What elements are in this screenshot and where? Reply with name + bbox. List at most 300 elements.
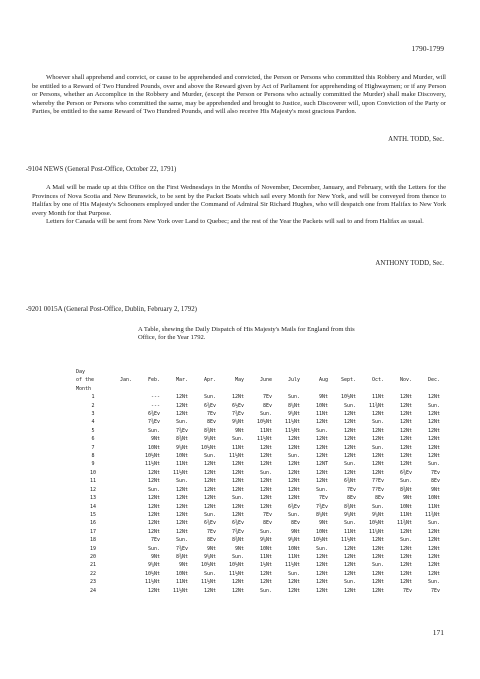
dispatch-time-cell: Sun.	[343, 579, 356, 586]
dispatch-time-cell: 11½Nt	[340, 537, 356, 544]
header-month-cell: Jan.	[119, 377, 132, 384]
dispatch-time-cell: 12Nt	[343, 411, 356, 418]
dispatch-time-cell: Sun.	[371, 503, 384, 510]
dispatch-time-cell: 10Nt	[427, 495, 440, 502]
dispatch-time-cell: ---	[150, 402, 160, 409]
dispatch-time-cell: 1½Nt	[259, 562, 272, 569]
dispatch-time-cell	[110, 511, 132, 519]
dispatch-time-cell: 11½Nt	[144, 579, 160, 586]
dispatch-time-cell: 12Nt	[175, 495, 188, 502]
dispatch-time-cell: 8Ev	[262, 520, 272, 527]
dispatch-time-cell: 7¾Ev	[175, 427, 188, 434]
day-number-cell: 19	[89, 545, 97, 552]
dispatch-time-cell: 8Ev	[206, 419, 216, 426]
dispatch-time-cell: 10½Nt	[256, 419, 272, 426]
dispatch-time-cell: 12Nt	[147, 528, 160, 535]
dispatch-time-cell: Sun.	[315, 427, 328, 434]
dispatch-time-cell: 12Nt	[371, 570, 384, 577]
dispatch-time-cell	[110, 469, 132, 477]
header-month-cell: July	[287, 377, 300, 384]
dispatch-time-cell: 12Nt	[427, 528, 440, 535]
table-row	[76, 427, 440, 435]
day-number-cell: 23	[89, 579, 97, 586]
dispatch-time-cell: 12Nt	[399, 553, 412, 560]
reward-notice-text: Whoever shall apprehend and convict, or cause to be apprehended and convicted, the Person or Persons who committed this Robbery and Murder, will be entitled to a Reward of Two Hundred Pounds, over and above the Reward given by Act of Parliament for apprehending of Highwaymen; or if any Person or Persons, whether an Accomplice in the Robbery and Murder, (except the Person or Persons who actually committed the Murder) shall make Discovery, whereby the Person or Persons who committed the same, may be apprehended and brought to Justice, such Discoverer will, upon Conviction of the Party or Parties, be entitled to the same Reward of Two Hundred Pounds, and will also receive His Majesty's most gracious Pardon.	[32, 74, 446, 116]
dispatch-time-cell: 12Nt	[399, 453, 412, 460]
header-month-cell	[356, 385, 384, 393]
dispatch-time-cell: 12Nt	[315, 444, 328, 451]
table-row	[76, 578, 440, 586]
dispatch-time-cell: Sun.	[147, 545, 160, 552]
dispatch-time-cell: 12Nt	[315, 436, 328, 443]
dispatch-time-cell: 9¼Nt	[175, 444, 188, 451]
table-row	[76, 503, 440, 511]
header-month-cell	[272, 368, 300, 376]
dispatch-time-cell: 9¼Nt	[147, 562, 160, 569]
day-number-cell: 24	[89, 587, 97, 594]
dispatch-time-cell: 12Nt	[259, 495, 272, 502]
header-month-cell	[384, 368, 412, 376]
dispatch-time-cell: 8¾Nt	[399, 486, 412, 493]
mail-dispatch-table	[76, 368, 440, 595]
dispatch-time-cell: 12Nt	[287, 579, 300, 586]
table-row	[76, 519, 440, 527]
header-month-cell: Feb.	[147, 377, 160, 384]
dispatch-time-cell: 11Nt	[231, 444, 244, 451]
header-month-cell	[160, 385, 188, 393]
dispatch-time-cell: 12Nt	[427, 411, 440, 418]
dispatch-time-cell: 12Nt	[343, 553, 356, 560]
dispatch-time-cell: Sun.	[343, 402, 356, 409]
dispatch-time-cell: Sun.	[427, 402, 440, 409]
table-row	[76, 477, 440, 485]
dispatch-time-cell	[110, 503, 132, 511]
dispatch-time-cell: 12Nt	[399, 562, 412, 569]
table-row	[76, 452, 440, 460]
header-month-cell: June	[259, 377, 272, 384]
dispatch-time-cell: 12Nt	[231, 461, 244, 468]
table-row	[76, 410, 440, 418]
dispatch-time-cell: 9Nt	[178, 562, 188, 569]
header-month-cell	[110, 368, 132, 376]
dispatch-time-cell: Sun.	[343, 520, 356, 527]
dispatch-time-cell	[110, 452, 132, 460]
dispatch-time-cell: 9¼Nt	[371, 511, 384, 518]
dispatch-time-cell: 12Nt	[147, 469, 160, 476]
header-month-cell	[328, 385, 356, 393]
dispatch-time-cell: 8¼Nt	[315, 511, 328, 518]
table-row	[76, 511, 440, 519]
dispatch-time-cell: 12Nt	[259, 579, 272, 586]
dispatch-time-cell: 8¾Nt	[203, 427, 216, 434]
dispatch-time-cell: Sun.	[287, 511, 300, 518]
dispatch-time-cell: Sun.	[175, 419, 188, 426]
day-number-cell: 14	[89, 503, 97, 510]
header-month-cell	[132, 368, 160, 376]
table-row	[76, 435, 440, 443]
dispatch-time-cell: 12Nt	[259, 486, 272, 493]
entry-9104-body	[32, 184, 446, 227]
dispatch-time-cell: 12Nt	[287, 436, 300, 443]
dispatch-time-cell: 11Nt	[371, 394, 384, 401]
dispatch-time-cell: 12Nt	[399, 545, 412, 552]
dispatch-time-cell: 10½Nt	[144, 453, 160, 460]
dispatch-time-cell: 9¼Nt	[203, 436, 216, 443]
header-month-cell	[216, 368, 244, 376]
dispatch-time-cell: 11Nt	[259, 553, 272, 560]
day-number-cell: 20	[89, 553, 97, 560]
dispatch-time-cell: 6¾Ev	[203, 520, 216, 527]
header-month-cell	[132, 385, 160, 393]
entry-9104-para-2: Letters for Canada will be sent from New York over Land to Quebec; and the rest of the Year the Packets will sail to and from Halifax as usual.	[46, 218, 424, 226]
dispatch-time-cell	[110, 528, 132, 536]
dispatch-time-cell: 12Nt	[371, 453, 384, 460]
dispatch-time-cell	[110, 427, 132, 435]
table-row	[76, 494, 440, 502]
entry-9104-signature: ANTHONY TODD, Sec.	[375, 260, 444, 267]
dispatch-time-cell: 11½Nt	[144, 461, 160, 468]
dispatch-time-cell: 12Nt	[175, 411, 188, 418]
dispatch-time-cell: 12Nt	[315, 478, 328, 485]
dispatch-time-cell: 10½Nt	[144, 570, 160, 577]
dispatch-time-cell: 12Nt	[343, 427, 356, 434]
table-row	[76, 444, 440, 452]
dispatch-time-cell: Sun.	[427, 579, 440, 586]
dispatch-time-cell: 12Nt	[203, 461, 216, 468]
dispatch-time-cell: 12Nt	[231, 503, 244, 510]
dispatch-time-cell: 12Nt	[427, 444, 440, 451]
header-month-cell	[300, 385, 328, 393]
dispatch-time-cell: 12Nt	[259, 503, 272, 510]
dispatch-time-cell: 12Nt	[287, 587, 300, 594]
dispatch-time-cell: 9Nt	[290, 528, 300, 535]
dispatch-time-cell: Sun.	[371, 444, 384, 451]
dispatch-time-cell: 6¾Ev	[231, 520, 244, 527]
dispatch-time-cell: 10Nt	[175, 570, 188, 577]
dispatch-time-cell: 12Nt	[203, 486, 216, 493]
dispatch-time-cell: 12Nt	[315, 453, 328, 460]
dispatch-time-cell: Sun.	[259, 469, 272, 476]
dispatch-time-cell: 7?Ev	[371, 478, 384, 485]
header-month-cell	[412, 385, 440, 393]
dispatch-time-cell	[110, 460, 132, 468]
dispatch-time-cell: 12Nt	[427, 570, 440, 577]
dispatch-time-cell: 6¾Ev	[287, 503, 300, 510]
dispatch-time-cell: 6¾Ev	[147, 411, 160, 418]
dispatch-time-cell: Sun.	[231, 495, 244, 502]
header-month-cell	[188, 385, 216, 393]
dispatch-time-cell: 12Nt	[399, 436, 412, 443]
dispatch-time-cell: 9Nt	[150, 553, 160, 560]
dispatch-time-cell: 12Nt	[231, 511, 244, 518]
dispatch-time-cell	[110, 402, 132, 410]
header-month-cell: Oct.	[371, 377, 384, 384]
dispatch-time-cell: 10½Nt	[340, 394, 356, 401]
header-month-cell: Sept.	[340, 377, 356, 384]
table-row	[76, 393, 440, 401]
dispatch-time-cell: Sun.	[231, 436, 244, 443]
dispatch-time-cell: 9¼Nt	[231, 419, 244, 426]
dispatch-time-cell: 10Nt	[315, 528, 328, 535]
day-number-cell: 15	[89, 511, 97, 518]
dispatch-time-cell: 12Nt	[203, 495, 216, 502]
day-number-cell: 6	[91, 436, 95, 443]
dispatch-time-cell: 12Nt	[287, 478, 300, 485]
header-month-cell	[244, 385, 272, 393]
dispatch-time-cell: 12Nt	[315, 587, 328, 594]
dispatch-time-cell: Sun.	[399, 537, 412, 544]
dispatch-time-cell: 10Nt	[175, 453, 188, 460]
dispatch-time-cell: Sun.	[287, 394, 300, 401]
day-number-cell: 1	[91, 394, 95, 401]
dispatch-time-cell	[110, 536, 132, 544]
dispatch-time-cell: 12Nt	[427, 537, 440, 544]
dispatch-time-cell: Sun.	[203, 453, 216, 460]
header-month-cell: Dec.	[427, 377, 440, 384]
dispatch-time-cell: 7¾Ev	[231, 411, 244, 418]
dispatch-time-cell: 12Nt	[259, 444, 272, 451]
dispatch-time-cell	[110, 545, 132, 553]
dispatch-time-cell: 12Nt	[343, 570, 356, 577]
dispatch-time-cell: 11½Nt	[172, 469, 188, 476]
dispatch-time-cell: 12Nt	[287, 486, 300, 493]
day-number-cell: 22	[89, 570, 97, 577]
dispatch-time-cell: 12Nt	[287, 444, 300, 451]
dispatch-time-cell: 7¾Ev	[315, 503, 328, 510]
dispatch-time-cell: 12Nt	[231, 579, 244, 586]
header-month-cell	[110, 385, 132, 393]
dispatch-time-cell: 12Nt	[427, 545, 440, 552]
dispatch-time-cell: 12Nt	[175, 486, 188, 493]
dispatch-time-cell: 11Nt	[399, 511, 412, 518]
dispatch-time-cell: 12Nt	[315, 562, 328, 569]
dispatch-time-cell	[110, 410, 132, 418]
dispatch-time-cell: 12Nt	[259, 478, 272, 485]
dispatch-time-cell: 7Ev	[262, 511, 272, 518]
dispatch-time-cell: Sun.	[175, 478, 188, 485]
dispatch-time-cell: 7Ev	[402, 587, 412, 594]
dispatch-time-cell	[110, 486, 132, 494]
day-number-cell: 12	[89, 486, 97, 493]
dispatch-time-cell	[110, 553, 132, 561]
dispatch-time-cell: Sun.	[259, 587, 272, 594]
header-month-cell: Aug	[318, 377, 328, 384]
day-number-cell: 3	[91, 411, 95, 418]
dispatch-time-cell: 11½Nt	[228, 453, 244, 460]
dispatch-time-cell: 11½Nt	[228, 570, 244, 577]
dispatch-time-cell: 10½Nt	[200, 562, 216, 569]
dispatch-time-cell: 10½Nt	[200, 444, 216, 451]
dispatch-time-cell: 12Nt	[343, 562, 356, 569]
dispatch-time-cell: Sun.	[203, 394, 216, 401]
dispatch-time-cell	[110, 435, 132, 443]
table-row	[76, 486, 440, 494]
table-row	[76, 536, 440, 544]
table-row	[76, 418, 440, 426]
table-row	[76, 402, 440, 410]
dispatch-time-cell: 7Ev	[346, 486, 356, 493]
dispatch-time-cell: 9Nt	[234, 427, 244, 434]
day-number-cell: 5	[91, 427, 95, 434]
dispatch-time-cell: Sun.	[175, 537, 188, 544]
dispatch-time-cell: 10Nt	[399, 503, 412, 510]
dispatch-time-cell: 11Nt	[315, 411, 328, 418]
dispatch-time-cell: 12Nt	[427, 553, 440, 560]
day-number-cell: 8	[91, 453, 95, 460]
dispatch-time-cell: 11Nt	[175, 579, 188, 586]
table-body	[76, 393, 440, 595]
dispatch-time-cell: Sun.	[287, 570, 300, 577]
dispatch-time-cell: 10½Nt	[228, 562, 244, 569]
dispatch-time-cell: 11Nt	[175, 461, 188, 468]
dispatch-time-cell: 8¾Nt	[343, 503, 356, 510]
header-day-label: of the	[76, 377, 95, 384]
dispatch-time-cell: 7Ev	[262, 394, 272, 401]
dispatch-time-cell: 12Nt	[147, 511, 160, 518]
dispatch-time-cell: 9Nt	[206, 545, 216, 552]
dispatch-time-cell: 9¼Nt	[287, 411, 300, 418]
dispatch-time-cell: 6½Ev	[231, 402, 244, 409]
dispatch-time-cell: 10Nt	[315, 402, 328, 409]
dispatch-time-cell: Sun.	[259, 411, 272, 418]
day-number-cell: 21	[89, 562, 97, 569]
dispatch-time-cell: 12Nt	[427, 436, 440, 443]
dispatch-time-cell: 12Nt	[427, 427, 440, 434]
dispatch-time-cell: 11½Nt	[172, 587, 188, 594]
dispatch-time-cell: 11¾Nt	[424, 511, 440, 518]
dispatch-time-cell: Sun.	[371, 419, 384, 426]
dispatch-time-cell: ---	[150, 394, 160, 401]
dispatch-time-cell: 12Nt	[343, 469, 356, 476]
day-number-cell: 16	[89, 520, 97, 527]
table-row	[76, 460, 440, 468]
dispatch-time-cell: 12Nt	[315, 419, 328, 426]
dispatch-time-cell: Sun.	[259, 528, 272, 535]
dispatch-time-cell: 12Nt	[315, 570, 328, 577]
dispatch-time-cell: Sun.	[287, 453, 300, 460]
dispatch-time-cell: 11½Nt	[200, 579, 216, 586]
dispatch-time-cell	[110, 418, 132, 426]
dispatch-time-cell: 8¼Nt	[287, 402, 300, 409]
dispatch-time-cell: 12Nt	[399, 394, 412, 401]
dispatch-time-cell: 11¾Nt	[396, 520, 412, 527]
dispatch-time-cell: 7?Ev	[371, 486, 384, 493]
table-header-row	[76, 385, 440, 393]
table-row	[76, 528, 440, 536]
dispatch-time-cell: 7Ev	[150, 537, 160, 544]
dispatch-time-cell: 6¾Ev	[203, 402, 216, 409]
dispatch-time-cell: 12Nt	[259, 453, 272, 460]
header-month-cell	[160, 368, 188, 376]
dispatch-time-cell: 10Nt	[287, 545, 300, 552]
dispatch-time-cell: 9Nt	[150, 436, 160, 443]
dispatch-time-cell: Sun.	[315, 486, 328, 493]
header-day-label: Day	[76, 369, 86, 375]
dispatch-time-cell: 9Nt	[402, 495, 412, 502]
table-row	[76, 587, 440, 595]
dispatch-time-cell: 9¼Nt	[343, 511, 356, 518]
dispatch-time-cell: 8¾Nt	[175, 436, 188, 443]
dispatch-time-cell: 12Nt	[371, 436, 384, 443]
dispatch-time-cell: 11Nt	[427, 503, 440, 510]
dispatch-time-cell: Sun.	[203, 570, 216, 577]
dispatch-time-cell: 6¾Nt	[343, 478, 356, 485]
dispatch-time-cell: 12Nt	[427, 562, 440, 569]
dispatch-time-cell: 12Nt	[371, 469, 384, 476]
day-number-cell: 2	[91, 402, 95, 409]
dispatch-time-cell: 12Nt	[371, 545, 384, 552]
dispatch-time-cell	[110, 393, 132, 401]
dispatch-time-cell: 12Nt	[259, 570, 272, 577]
dispatch-time-cell: 12Nt	[175, 520, 188, 527]
dispatch-time-cell: 12Nt	[427, 394, 440, 401]
day-number-cell: 4	[91, 419, 95, 426]
dispatch-time-cell: 12Nt	[175, 503, 188, 510]
dispatch-time-cell: 9Nt	[318, 520, 328, 527]
dispatch-time-cell: 11¾Nt	[368, 402, 384, 409]
dispatch-time-cell: 7¾Ev	[175, 545, 188, 552]
reward-signature: ANTH. TODD, Sec.	[388, 136, 444, 143]
header-month-cell	[328, 368, 356, 376]
dispatch-time-cell: 12Nt	[203, 469, 216, 476]
dispatch-time-cell: 12Nt	[343, 444, 356, 451]
table-row	[76, 570, 440, 578]
dispatch-time-cell: Sun.	[147, 427, 160, 434]
dispatch-time-cell: 12Nt	[287, 469, 300, 476]
dispatch-time-cell: 12Nt	[147, 495, 160, 502]
day-number-cell: 9	[91, 461, 95, 468]
dispatch-time-cell: 8¾Nt	[175, 553, 188, 560]
dispatch-time-cell: 12Nt	[343, 587, 356, 594]
table-header-row	[76, 368, 440, 376]
dispatch-time-cell: 12Nt	[399, 411, 412, 418]
dispatch-time-cell: 6¾Ev	[399, 469, 412, 476]
day-number-cell: 17	[89, 528, 97, 535]
table-row	[76, 469, 440, 477]
day-number-cell: 10	[89, 469, 97, 476]
dispatch-time-cell: 12Nt	[399, 427, 412, 434]
dispatch-time-cell: 7Ev	[430, 469, 440, 476]
dispatch-time-cell: 12Nt	[343, 545, 356, 552]
header-month-cell	[272, 385, 300, 393]
dispatch-time-cell: 7Ev	[206, 528, 216, 535]
dispatch-time-cell: 12Nt	[231, 587, 244, 594]
dispatch-time-cell: Sun.	[427, 461, 440, 468]
dispatch-time-cell: 12Nt	[399, 461, 412, 468]
dispatch-time-cell: 12Nt	[315, 469, 328, 476]
dispatch-time-cell: 12Nt	[259, 461, 272, 468]
dispatch-time-cell: Sun.	[399, 478, 412, 485]
year-range-header: 1790-1799	[411, 44, 444, 53]
dispatch-time-cell: 12Nt	[371, 587, 384, 594]
dispatch-time-cell: 7¾Ev	[231, 528, 244, 535]
dispatch-time-cell: 10½Nt	[312, 537, 328, 544]
dispatch-time-cell: 12Nt	[371, 579, 384, 586]
dispatch-time-cell: 12Nt	[231, 486, 244, 493]
dispatch-time-cell: 8Ev	[430, 478, 440, 485]
dispatch-time-cell: 12Nt	[175, 394, 188, 401]
table-caption: A Table, shewing the Daily Dispatch of His Majesty's Mails for England from this Office, for the Year 1792.	[138, 326, 355, 342]
dispatch-time-cell: Sun.	[231, 553, 244, 560]
dispatch-time-cell: 12Nt	[343, 436, 356, 443]
dispatch-time-cell: 9Nt	[430, 486, 440, 493]
dispatch-time-cell: 9Nt	[318, 394, 328, 401]
dispatch-time-cell: 12Nt	[399, 579, 412, 586]
dispatch-time-cell: 8Ev	[262, 402, 272, 409]
header-month-cell: Apr.	[203, 377, 216, 384]
day-number-cell: 13	[89, 495, 97, 502]
dispatch-time-cell: 8¾Nt	[231, 537, 244, 544]
